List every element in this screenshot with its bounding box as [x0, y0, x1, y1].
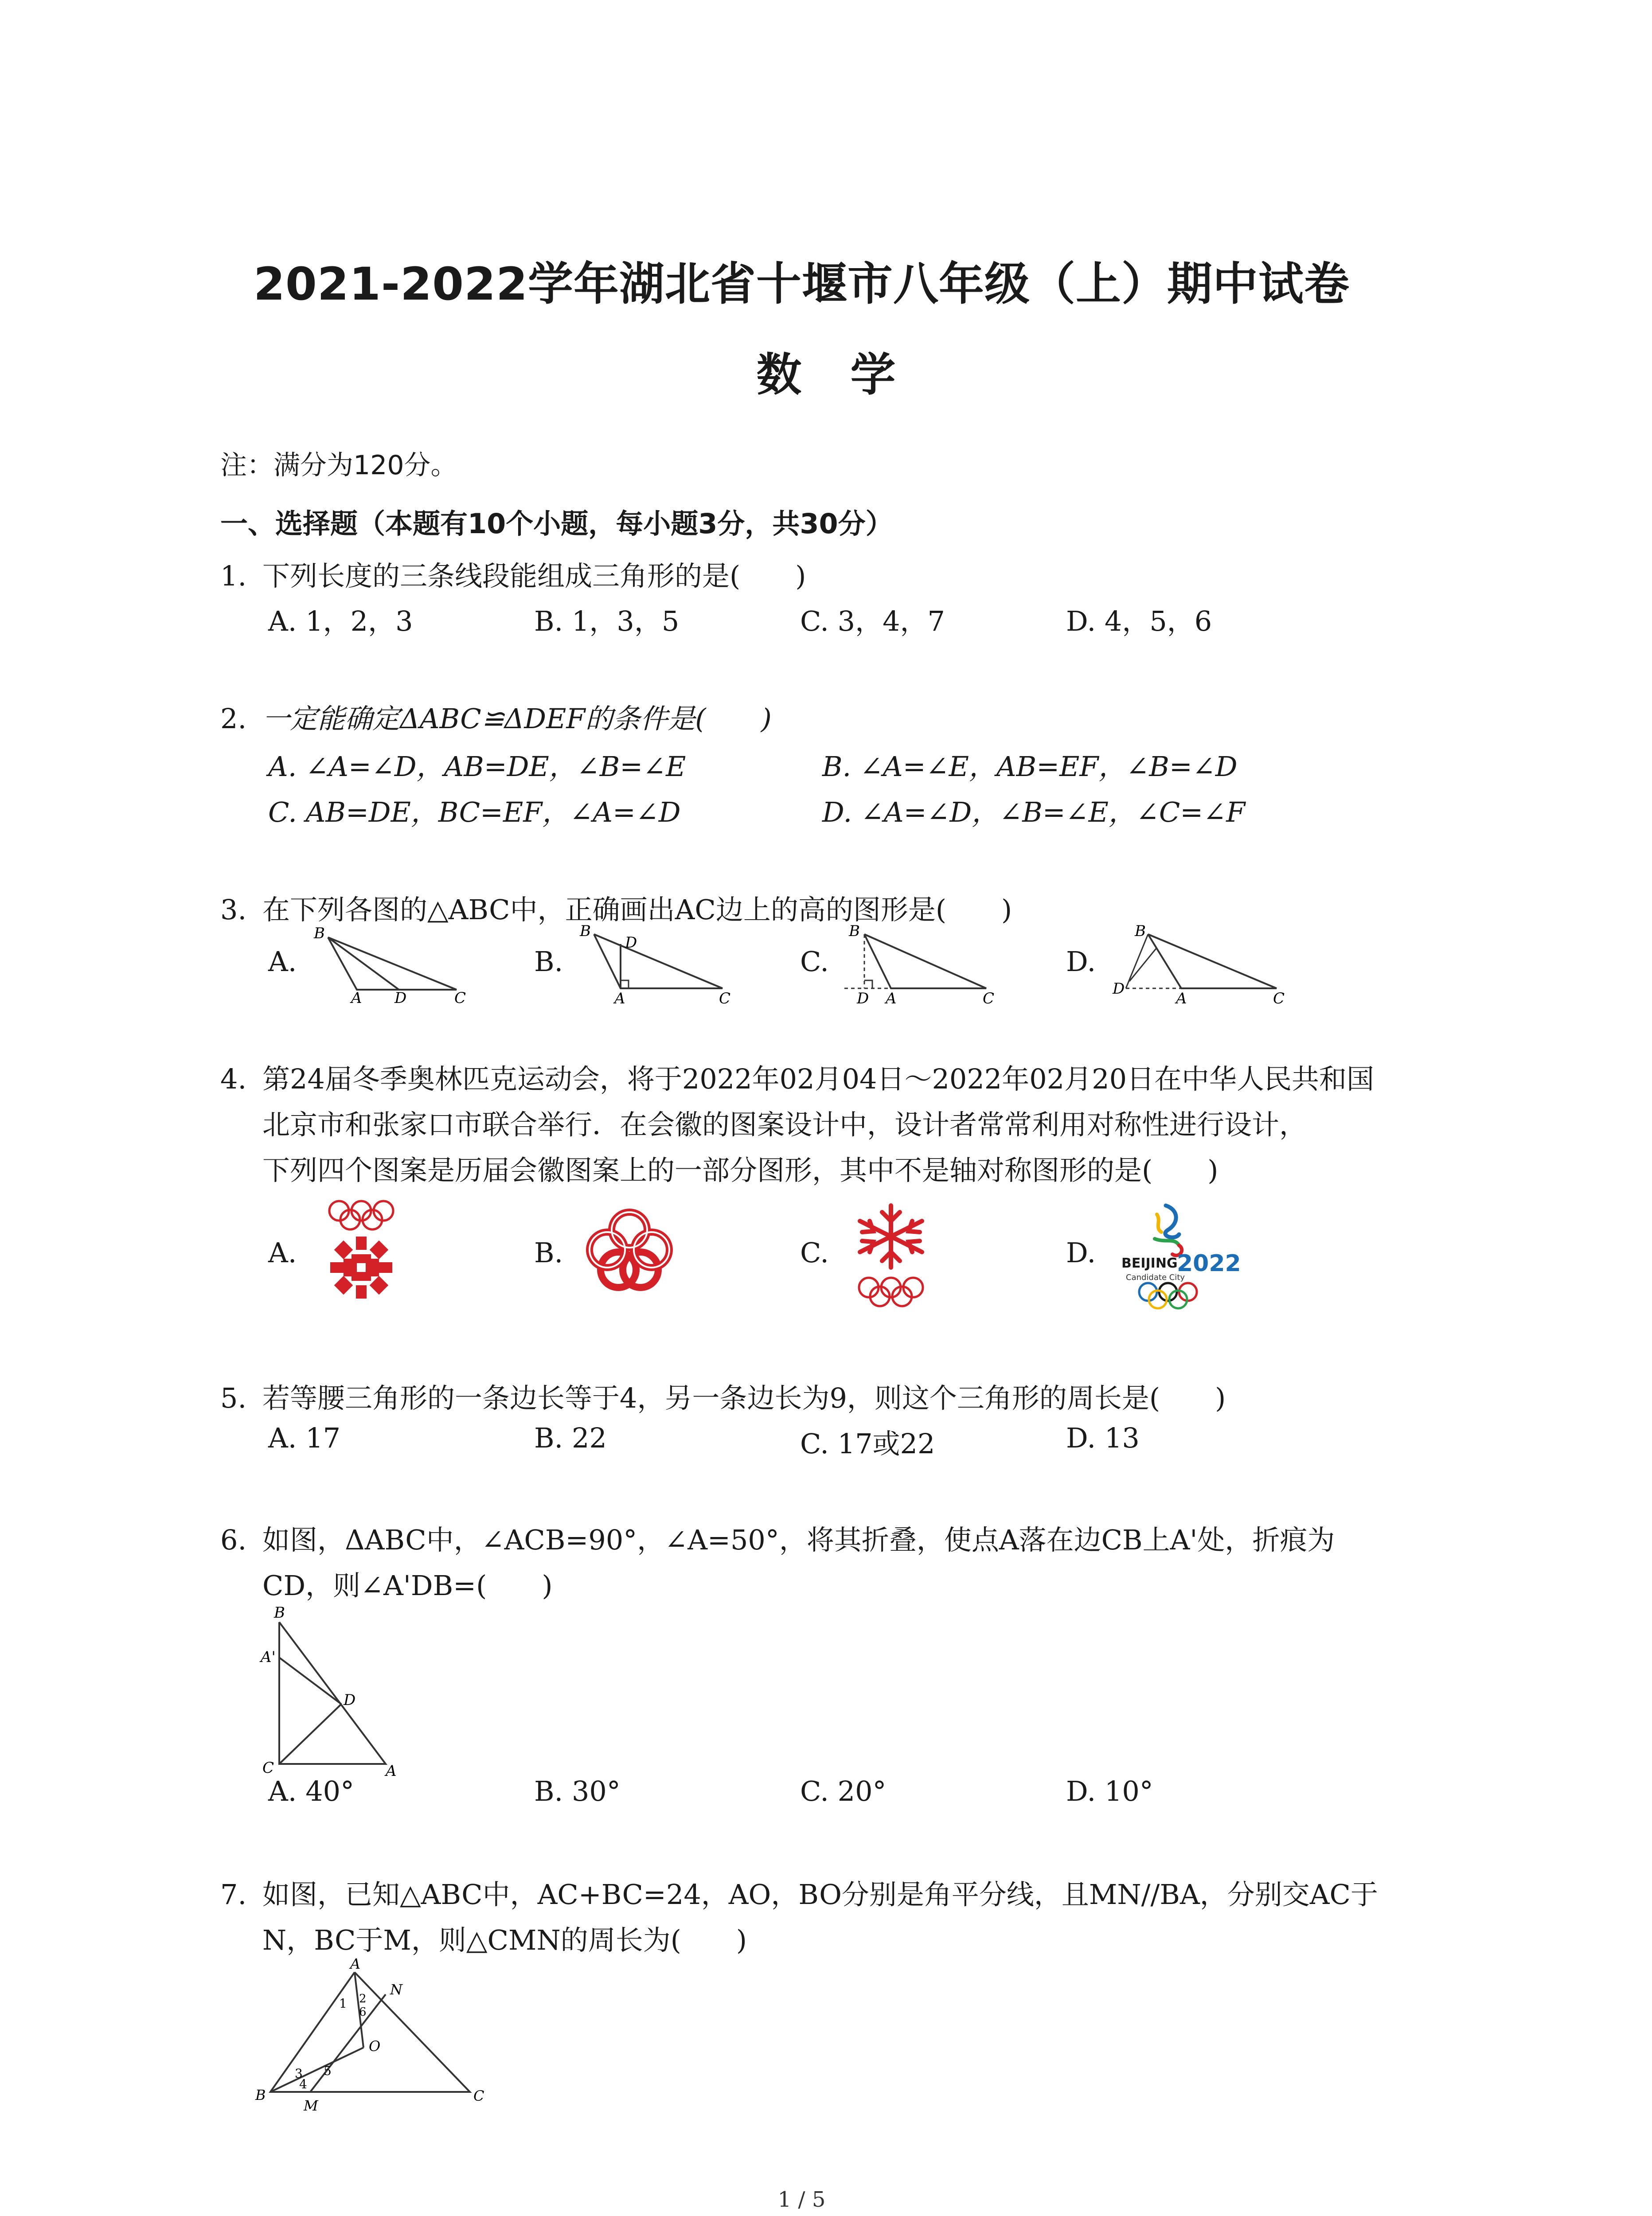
fig-label: 5: [324, 2064, 332, 2078]
fig-label: B: [580, 922, 591, 940]
question-stem-line: 北京市和张家口市联合举行．在会徽的图案设计中，设计者常常利用对称性进行设计，: [262, 1108, 1307, 1141]
option-b[interactable]: B. 22: [534, 1422, 607, 1454]
option-c[interactable]: C.: [800, 945, 829, 978]
score-note: 注：满分为120分。: [220, 450, 457, 481]
fig-label: A': [261, 1648, 276, 1666]
question-stem: 下列长度的三条线段能组成三角形的是( ): [262, 560, 806, 592]
question-stem: 如图，ΔABC中，∠ACB=90°，∠A=50°，将其折叠，使点A落在边CB上A'处，折痕为: [262, 1524, 1335, 1556]
fig-label: B: [1135, 922, 1146, 940]
option-d[interactable]: D. ∠A=∠D，∠B=∠E，∠C=∠F: [822, 796, 1246, 828]
option-d[interactable]: D. 10°: [1066, 1775, 1153, 1807]
fig-label: 4: [299, 2077, 307, 2091]
fig-label: B: [849, 922, 860, 940]
fig-label: 3: [295, 2066, 303, 2081]
page-number: 1 / 5: [777, 2187, 826, 2212]
fig-label: 6: [359, 2005, 367, 2019]
subject-title: 数学: [756, 349, 945, 402]
olympic-emblem-a: [317, 1197, 406, 1312]
fig-label: N: [390, 1981, 402, 1998]
option-b[interactable]: B. 30°: [534, 1775, 621, 1807]
question-stem-line: CD，则∠A'DB=( ): [262, 1569, 553, 1602]
fig-label: C: [454, 989, 466, 1007]
olympic-emblem-c: [847, 1197, 935, 1312]
fig-label: A: [614, 990, 625, 1007]
option-a[interactable]: A.: [268, 1237, 297, 1269]
option-c[interactable]: C. 20°: [800, 1775, 887, 1807]
fig-label: B: [255, 2087, 266, 2103]
option-a[interactable]: A. 17: [268, 1422, 341, 1454]
question-stem: 第24届冬季奥林匹克运动会，将于2022年02月04日～2022年02月20日在中华人民共和国: [262, 1063, 1375, 1095]
triangle-figure-c: [840, 922, 1000, 1006]
question-stem-line: N，BC于M，则△CMN的周长为( ): [262, 1924, 747, 1956]
option-c[interactable]: C. AB=DE，BC=EF，∠A=∠D: [268, 796, 681, 828]
question-number: 6.: [220, 1524, 247, 1556]
fig-label: D: [1113, 980, 1125, 998]
option-c[interactable]: C. 3，4，7: [800, 605, 945, 637]
triangle-figure-d: [1104, 922, 1290, 1006]
logo-text-beijing: BEIJING: [1121, 1256, 1178, 1271]
triangle-figure-b: [576, 922, 736, 1006]
fig-label: C: [262, 1759, 274, 1777]
fig-label: C: [719, 990, 731, 1007]
fig-label: D: [394, 989, 407, 1007]
option-c[interactable]: C.: [800, 1237, 829, 1269]
fig-label: C: [1273, 990, 1285, 1007]
option-b[interactable]: B.: [534, 945, 563, 978]
question-number: 5.: [220, 1382, 247, 1414]
question-3: [220, 888, 1012, 927]
fig-label: A: [350, 1955, 361, 1972]
option-d[interactable]: D. 4，5，6: [1066, 605, 1212, 637]
logo-text-candidate: Candidate City: [1126, 1273, 1185, 1282]
question-6: [220, 1518, 1335, 1557]
option-a[interactable]: A. 1，2，3: [268, 605, 413, 637]
option-c[interactable]: C. 17或22: [800, 1428, 935, 1460]
question-stem: 若等腰三角形的一条边长等于4，另一条边长为9，则这个三角形的周长是( ): [262, 1382, 1226, 1414]
fig-label: B: [274, 1604, 285, 1622]
option-a[interactable]: A. ∠A=∠D，AB=DE，∠B=∠E: [268, 750, 686, 783]
question-stem: 如图，已知△ABC中，AC+BC=24，AO，BO分别是角平分线，且MN//BA，分别交AC于: [262, 1878, 1378, 1911]
fig-label: 1: [339, 1996, 347, 2011]
fig-label: A: [386, 1762, 397, 1780]
question-stem-line: 下列四个图案是历届会徽图案上的一部分图形，其中不是轴对称图形的是( ): [262, 1154, 1218, 1186]
option-d[interactable]: D. 13: [1066, 1422, 1140, 1454]
question-stem: 一定能确定ΔABC≌ΔDEF的条件是( ): [262, 702, 772, 735]
fig-label: O: [369, 2038, 381, 2055]
fig-label: M: [304, 2097, 318, 2114]
option-a[interactable]: A. 40°: [268, 1775, 355, 1807]
question-number: 3.: [220, 893, 247, 926]
option-d[interactable]: D.: [1066, 1237, 1096, 1269]
fold-triangle-figure: [253, 1602, 412, 1779]
page-title: 2021-2022学年湖北省十堰市八年级（上）期中试卷: [253, 258, 1350, 311]
question-4: [220, 1057, 1374, 1096]
fig-label: C: [473, 2087, 484, 2104]
question-5: [220, 1376, 1226, 1416]
fig-label: A: [886, 990, 897, 1007]
question-number: 7.: [220, 1878, 247, 1911]
logo-text-year: 2022: [1177, 1250, 1241, 1277]
question-1: [220, 554, 806, 593]
section-heading: 一、选择题（本题有10个小题，每小题3分，共30分）: [220, 507, 893, 540]
fig-label: A: [351, 989, 362, 1007]
option-d[interactable]: D.: [1066, 945, 1096, 978]
question-number: 1.: [220, 560, 247, 592]
option-b[interactable]: B. 1，3，5: [534, 605, 680, 637]
beijing-2022-emblem: [1113, 1197, 1241, 1312]
question-stem: 在下列各图的△ABC中，正确画出AC边上的高的图形是( ): [262, 893, 1012, 926]
angle-bisector-triangle-figure: [253, 1955, 501, 2118]
triangle-figure-a: [310, 924, 479, 1007]
option-b[interactable]: B. ∠A=∠E，AB=EF，∠B=∠D: [822, 750, 1238, 783]
olympic-emblem-b: [581, 1206, 678, 1294]
fig-label: B: [314, 925, 325, 942]
fig-label: 2: [359, 1992, 367, 2005]
fig-label: C: [983, 990, 995, 1007]
question-7: [220, 1873, 1378, 1912]
question-number: 4.: [220, 1063, 247, 1095]
fig-label: A: [1176, 990, 1187, 1007]
option-b[interactable]: B.: [534, 1237, 563, 1269]
question-number: 2.: [220, 702, 247, 735]
option-a[interactable]: A.: [268, 945, 297, 978]
fig-label: D: [625, 934, 637, 952]
question-2: [220, 697, 772, 736]
fig-label: D: [857, 990, 869, 1007]
fig-label: D: [344, 1691, 356, 1709]
